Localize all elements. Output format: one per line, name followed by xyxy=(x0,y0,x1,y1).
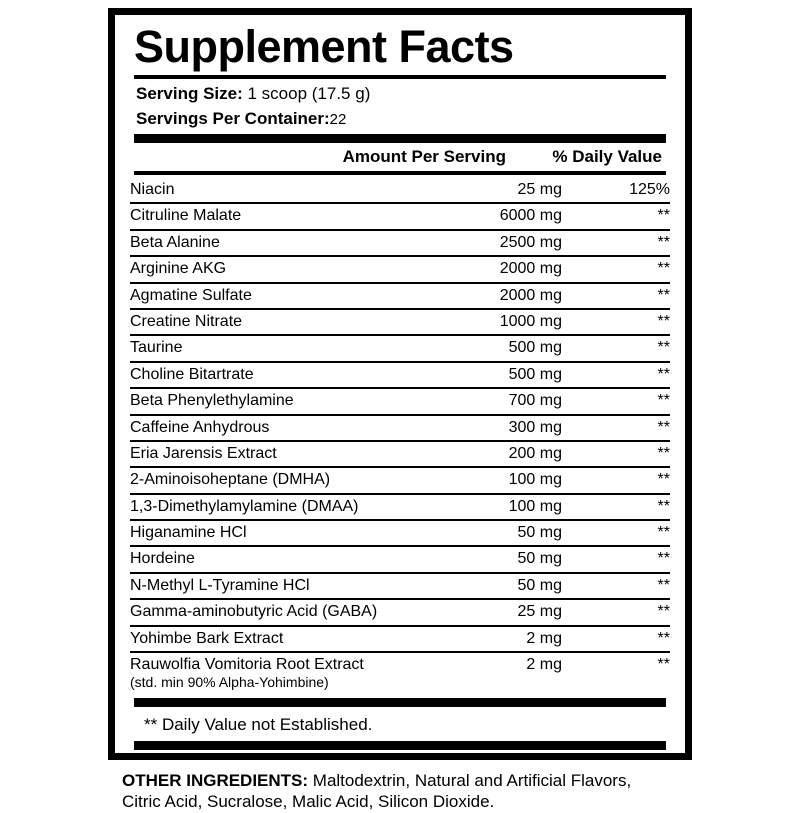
row-amount: 25 mg xyxy=(452,599,562,625)
row-name: Agmatine Sulfate xyxy=(130,283,452,309)
row-name: Higanamine HCl xyxy=(130,520,452,546)
row-name: Choline Bitartrate xyxy=(130,362,452,388)
row-name: Gamma-aminobutyric Acid (GABA) xyxy=(130,599,452,625)
row-daily-value: ** xyxy=(562,203,670,229)
row-name: Eria Jarensis Extract xyxy=(130,441,452,467)
divider-above-columns xyxy=(134,134,666,143)
servings-per-container-line xyxy=(136,108,670,130)
row-name: Taurine xyxy=(130,335,452,361)
row-amount: 500 mg xyxy=(452,335,562,361)
row-daily-value: ** xyxy=(562,388,670,414)
servings-per-container-value: 22 xyxy=(329,111,347,129)
page-title: Supplement Facts xyxy=(134,21,514,72)
row-amount: 50 mg xyxy=(452,520,562,546)
row-daily-value: ** xyxy=(562,626,670,652)
row-daily-value: ** xyxy=(562,520,670,546)
ingredients-table xyxy=(130,178,670,694)
other-ingredients-line2: Citric Acid, Sucralose, Malic Acid, Silicon Dioxide. xyxy=(122,792,495,812)
row-daily-value: ** xyxy=(562,309,670,335)
row-name: Arginine AKG xyxy=(130,256,452,282)
row-daily-value: ** xyxy=(562,415,670,441)
row-name: 2-Aminoisoheptane (DMHA) xyxy=(130,467,452,493)
row-daily-value: ** xyxy=(562,230,670,256)
row-name: Niacin xyxy=(130,181,175,198)
divider-under-columns xyxy=(134,171,666,175)
table-row xyxy=(130,309,670,335)
table-row xyxy=(130,441,670,467)
row-amount: 100 mg xyxy=(452,467,562,493)
row-name: N-Methyl L-Tyramine HCl xyxy=(130,573,452,599)
row-daily-value: ** xyxy=(562,256,670,282)
table-row xyxy=(130,335,670,361)
table-row xyxy=(130,494,670,520)
row-daily-value: ** xyxy=(562,652,670,693)
table-row xyxy=(130,599,670,625)
row-amount: 500 mg xyxy=(452,362,562,388)
row-amount: 300 mg xyxy=(452,415,562,441)
row-amount: 2000 mg xyxy=(452,283,562,309)
row-name: Beta Phenylethylamine xyxy=(130,388,452,414)
table-row xyxy=(130,652,670,693)
row-daily-value: ** xyxy=(562,494,670,520)
serving-size-label: Serving Size: xyxy=(136,84,243,103)
row-daily-value: 125% xyxy=(629,181,670,198)
divider-above-footnote xyxy=(134,698,666,707)
row-name: Beta Alanine xyxy=(130,230,452,256)
row-name: Creatine Nitrate xyxy=(130,309,452,335)
other-ingredients-line1: Maltodextrin, Natural and Artificial Flavors, xyxy=(308,771,632,790)
table-row xyxy=(130,546,670,572)
row-amount: 200 mg xyxy=(452,441,562,467)
row-amount: 6000 mg xyxy=(452,203,562,229)
table-row xyxy=(130,203,670,229)
row-amount: 1000 mg xyxy=(452,309,562,335)
row-daily-value: ** xyxy=(562,335,670,361)
row-name xyxy=(130,652,452,693)
other-ingredients-label: OTHER INGREDIENTS: xyxy=(122,771,309,790)
table-row xyxy=(130,256,670,282)
row-amount: 2000 mg xyxy=(452,256,562,282)
row-amount: 2 mg xyxy=(452,626,562,652)
servings-per-container-label: Servings Per Container: xyxy=(136,109,330,129)
row-daily-value: ** xyxy=(562,546,670,572)
table-row xyxy=(130,520,670,546)
column-headers xyxy=(134,147,666,167)
row-name: Caffeine Anhydrous xyxy=(130,415,452,441)
column-header-daily-value: % Daily Value xyxy=(552,147,662,166)
row-daily-value: ** xyxy=(562,441,670,467)
table-row xyxy=(130,362,670,388)
table-row xyxy=(130,415,670,441)
divider-under-title xyxy=(134,75,666,79)
daily-value-footnote: ** Daily Value not Established. xyxy=(144,714,373,734)
table-row xyxy=(130,283,670,309)
row-name-subtext: (std. min 90% Alpha-Yohimbine) xyxy=(130,674,329,691)
table-row xyxy=(130,573,670,599)
row-daily-value: ** xyxy=(562,599,670,625)
table-row xyxy=(130,467,670,493)
serving-size-line xyxy=(136,83,670,104)
table-row xyxy=(130,388,670,414)
row-amount: 25 mg xyxy=(517,181,562,198)
row-daily-value: ** xyxy=(562,467,670,493)
row-amount: 700 mg xyxy=(452,388,562,414)
row-daily-value: ** xyxy=(562,362,670,388)
row-name: 1,3-Dimethylamylamine (DMAA) xyxy=(130,494,452,520)
other-ingredients xyxy=(118,770,694,813)
row-amount: 2500 mg xyxy=(452,230,562,256)
column-header-amount-per-serving: Amount Per Serving xyxy=(342,147,506,166)
table-row xyxy=(130,230,670,256)
row-name: Citruline Malate xyxy=(130,203,452,229)
serving-size-value: 1 scoop (17.5 g) xyxy=(247,84,371,103)
divider-below-footnote xyxy=(134,741,666,750)
row-name: Hordeine xyxy=(130,546,452,572)
row-amount: 2 mg xyxy=(452,652,562,693)
label-inner-content xyxy=(120,16,680,752)
row-daily-value: ** xyxy=(562,283,670,309)
row-name-primary: Rauwolfia Vomitoria Root Extract xyxy=(130,656,364,674)
row-amount: 100 mg xyxy=(452,494,562,520)
row-daily-value: ** xyxy=(562,573,670,599)
table-row xyxy=(130,626,670,652)
row-amount: 50 mg xyxy=(452,573,562,599)
row-amount: 50 mg xyxy=(452,546,562,572)
row-name: Yohimbe Bark Extract xyxy=(130,626,452,652)
table-row xyxy=(130,178,670,203)
